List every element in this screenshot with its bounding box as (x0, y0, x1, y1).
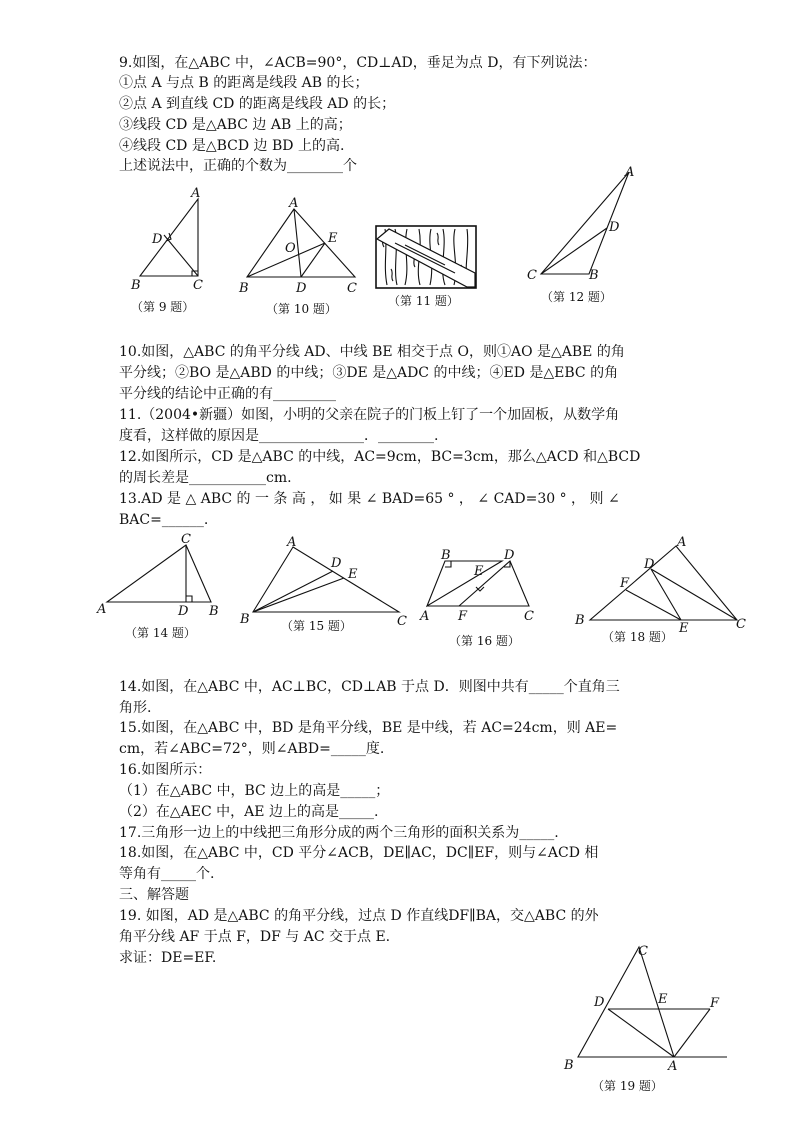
fig9-label-a: A (191, 186, 201, 201)
section-heading-answers: 三、解答题 (119, 887, 189, 903)
q9-line-6: 上述说法中，正确的个数为________个 (119, 158, 357, 174)
fig16-label-a: A (420, 609, 430, 624)
q13-line-2: BAC=______. (119, 512, 209, 528)
q11-line-1: 11.（2004•新疆）如图，小明的父亲在院子的门板上钉了一个加固板，从数学角 (119, 407, 620, 423)
fig19-label-e: E (658, 992, 668, 1007)
fig18-label-b: B (575, 613, 585, 628)
q9-line-4: ③线段 CD 是△ABC 边 AB 上的高； (119, 117, 352, 133)
q12-line-1: 12.如图所示，CD 是△ABC 的中线，AC=9cm，BC=3cm，那么△ACD 和△BCD (119, 449, 641, 465)
fig19-label-c: C (638, 944, 648, 959)
caption-fig14: （第 14 题） (125, 626, 196, 640)
q14-line-2: 角形. (119, 700, 152, 716)
caption-fig9: （第 9 题） (131, 300, 195, 314)
q18-line-1: 18.如图，在△ABC 中，CD 平分∠ACB，DE∥AC，DC∥EF，则与∠ACD 相 (119, 845, 599, 861)
fig15-label-b: B (240, 612, 250, 627)
caption-fig12: （第 12 题） (541, 290, 612, 304)
caption-fig11: （第 11 题） (388, 294, 459, 308)
fig15-label-c: C (397, 614, 407, 629)
q13-line-1: 13.AD 是 △ ABC 的 一 条 高 ， 如 果 ∠ BAD=65 ° ， ∠ CAD=30 ° ， 则 ∠ (119, 491, 620, 507)
figure-10 (237, 197, 367, 297)
fig18-label-d: D (644, 557, 655, 572)
fig16-label-f: F (458, 609, 468, 624)
q19-line-2: 角平分线 AF 于点 F，DF 与 AC 交于点 E. (119, 929, 391, 945)
fig12-label-d: D (609, 220, 620, 235)
q9-line-1: 9.如图，在△ABC 中，∠ACB=90°，CD⊥AD，垂足为点 D，有下列说法： (119, 55, 597, 71)
q10-line-2: 平分线；②BO 是△ABD 的中线；③DE 是△ADC 的中线；④ED 是△EBC 的角 (119, 365, 619, 381)
q10-line-1: 10.如图，△ABC 的角平分线 AD、中线 BE 相交于点 O，则①AO 是△ABE 的角 (119, 344, 625, 360)
q11-line-2: 度看，这样做的原因是_______________．________. (119, 428, 439, 444)
fig16-label-e: E (474, 564, 484, 579)
fig19-label-d: D (594, 995, 605, 1010)
fig10-label-a: A (289, 196, 299, 211)
figure-14 (95, 533, 225, 618)
fig16-label-c: C (524, 609, 534, 624)
caption-fig15: （第 15 题） (281, 619, 352, 633)
figure-9 (130, 185, 220, 295)
q15-line-2: cm，若∠ABC=72°，则∠ABD=_____度. (119, 741, 385, 757)
figure-19 (560, 940, 735, 1075)
fig15-label-e: E (348, 567, 358, 582)
caption-fig18: （第 18 题） (602, 630, 673, 644)
q15-line-1: 15.如图，在△ABC 中，BD 是角平分线，BE 是中线，若 AC=24cm，则 AE= (119, 720, 618, 736)
fig10-label-e: E (328, 231, 338, 246)
fig10-label-o: O (285, 241, 296, 256)
fig18-label-a: A (677, 535, 687, 550)
q17-line-1: 17.三角形一边上的中线把三角形分成的两个三角形的面积关系为_____. (119, 825, 559, 841)
caption-fig10: （第 10 题） (266, 302, 337, 316)
q19-line-1: 19. 如图，AD 是△ABC 的角平分线，过点 D 作直线DF∥BA，交△ABC 的外 (119, 908, 599, 924)
q19-line-3: 求证：DE=EF. (119, 950, 217, 966)
caption-fig16: （第 16 题） (449, 634, 520, 648)
fig19-label-f: F (710, 996, 720, 1011)
q16-line-2: （1）在△ABC 中，BC 边上的高是_____； (119, 783, 390, 799)
figure-16 (418, 545, 543, 625)
fig15-label-a: A (287, 535, 297, 550)
caption-fig19: （第 19 题） (592, 1079, 663, 1093)
fig9-label-d: D (152, 232, 163, 247)
fig12-label-a: A (625, 165, 635, 180)
fig16-label-b: B (441, 548, 451, 563)
q10-line-3: 平分线的结论中正确的有_________ (119, 386, 336, 402)
fig14-label-b: B (209, 604, 219, 619)
fig10-label-c: C (347, 281, 357, 296)
fig19-label-b: B (564, 1058, 574, 1073)
fig10-label-d: D (296, 281, 307, 296)
fig16-label-d: D (504, 548, 515, 563)
q9-line-5: ④线段 CD 是△BCD 边 BD 上的高. (119, 138, 345, 154)
fig9-label-b: B (131, 278, 141, 293)
fig18-label-e: E (679, 621, 689, 636)
q16-line-1: 16.如图所示： (119, 762, 212, 778)
fig12-label-c: C (527, 268, 537, 283)
q9-line-3: ②点 A 到直线 CD 的距离是线段 AD 的长； (119, 96, 396, 112)
q18-line-2: 等角有_____个. (119, 866, 215, 882)
q16-line-3: （2）在△AEC 中，AE 边上的高是_____. (119, 804, 379, 820)
fig14-label-a: A (97, 602, 107, 617)
q12-line-2: 的周长差是___________cm. (119, 470, 292, 486)
figure-12 (525, 160, 650, 285)
fig19-label-a: A (668, 1059, 678, 1074)
fig14-label-c: C (181, 532, 191, 547)
fig14-label-d: D (178, 604, 189, 619)
fig10-label-b: B (239, 281, 249, 296)
q14-line-1: 14.如图，在△ABC 中，AC⊥BC，CD⊥AB 于点 D．则图中共有_____个直角三 (119, 679, 620, 695)
q9-line-2: ①点 A 与点 B 的距离是线段 AB 的长； (119, 75, 369, 91)
fig18-label-c: C (736, 617, 746, 632)
fig12-label-b: B (589, 268, 599, 283)
figure-18 (573, 533, 758, 636)
fig15-label-d: D (331, 556, 342, 571)
fig9-label-c: C (193, 278, 203, 293)
figure-15 (236, 535, 416, 630)
fig18-label-f: F (620, 576, 630, 591)
figure-11-door-board (375, 225, 477, 289)
